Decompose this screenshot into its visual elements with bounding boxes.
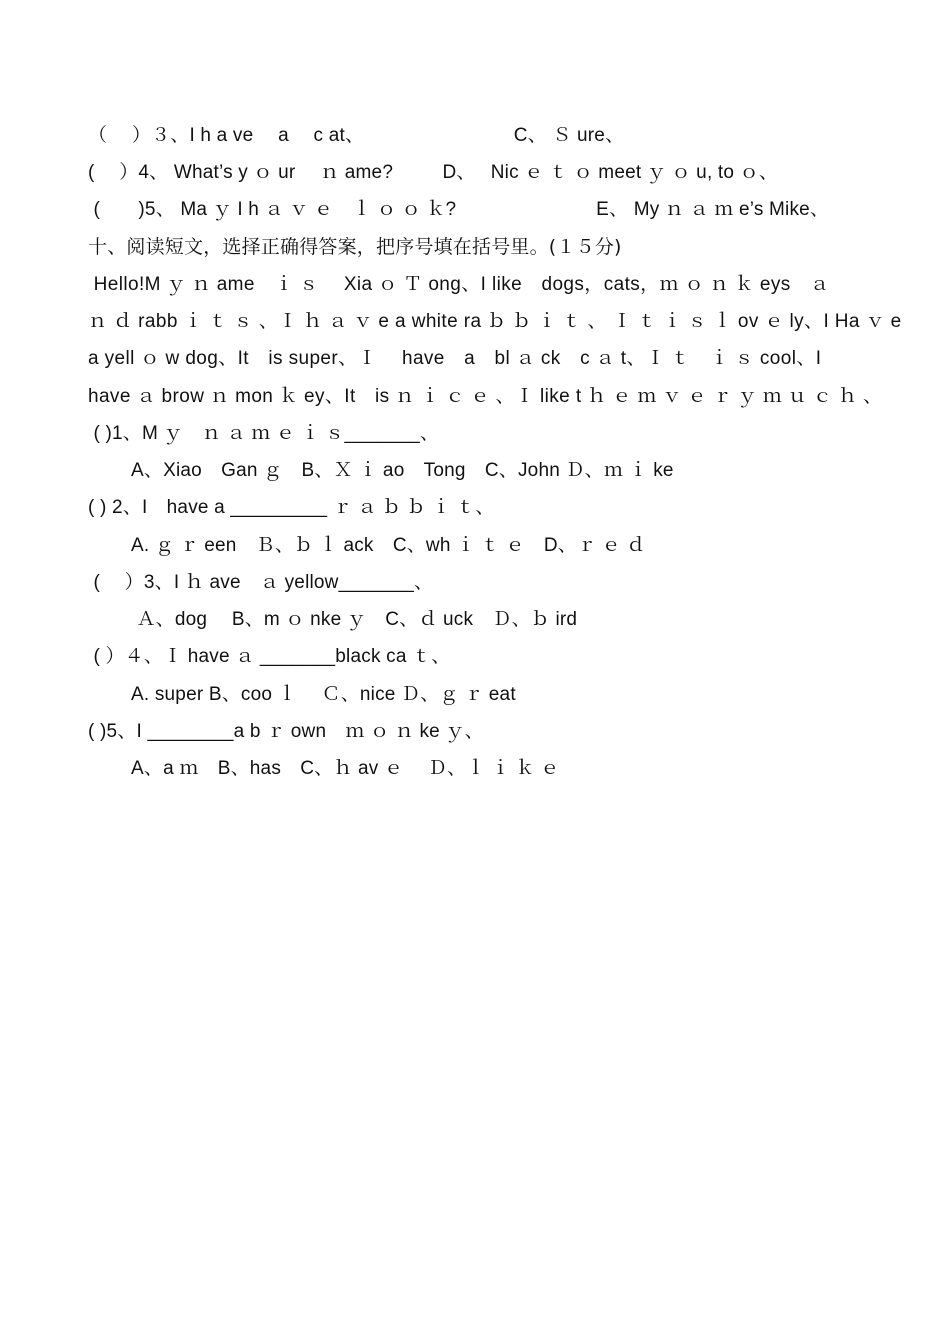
- passage-line: a yell ｏ w dog、It is super、Ｉ have a bl ａ ck c ａ t、Ｉ ｔ ｉ ｓ cool、I: [88, 348, 822, 369]
- passage-line: Hello!M ｙ ｎ ame ｉ ｓ Xia ｏ Ｔ ong、I like dogs，cats，ｍ ｏ ｎ ｋ eys ａ: [88, 274, 830, 295]
- question-4-options: A. super B、coo ｌ Ｃ、nice Ｄ、ｇ ｒ eat: [131, 684, 516, 705]
- question-2-options: A. ｇ ｒ een Ｂ、ｂ ｌ ack C、wh ｉ ｔ ｅ D、ｒ ｅ ｄ: [131, 535, 646, 556]
- question-2-stem: ( ) 2、I have a _________ ｒ ａ ｂ ｂ ｉ ｔ、: [88, 497, 495, 518]
- question-1-stem: ( )1、M ｙ ｎ ａ ｍ ｅ ｉ ｓ_______、: [88, 423, 440, 444]
- question-5-stem: ( )5、I ________a b ｒ own ｍ ｏ ｎ ke ｙ、: [88, 721, 484, 742]
- passage-line: have ａ brow ｎ mon ｋ ey、It is ｎ ｉ ｃ ｅ 、Ｉ like t ｈ ｅ ｍ ｖ ｅ ｒ ｙ ｍ ｕ ｃ ｈ 、: [88, 386, 883, 407]
- question-3-stem: ( ）3、I ｈ ave ａ yellow_______、: [88, 572, 434, 593]
- passage-line: ｎ ｄ rabb ｉ ｔ ｓ 、Ｉ ｈ ａ ｖ e a white ra ｂ ｂ ｉ ｔ 、 Ｉ ｔ ｉ ｓ ｌ ov ｅ ly、I Ha ｖ e: [88, 311, 902, 332]
- question-1-options: A、Xiao Gan ｇ B、Ｘ ｉ ao Tong C、John Ｄ、ｍ ｉ ke: [131, 460, 674, 481]
- matching-item-3: （ ）３、I h a ve a c at、 C、 Ｓ ure、: [88, 125, 625, 146]
- section-ten-heading: 十、阅读短文，选择正确得答案，把序号填在括号里。(１５分): [88, 236, 622, 258]
- matching-item-4: ( ）4、 What’s y ｏ ur ｎ ame? D、 Nic ｅ ｔ ｏ meet ｙ ｏ u, to ｏ、: [88, 162, 779, 183]
- question-3-options: Ａ、dog B、m ｏ nke ｙ C、ｄ uck Ｄ、ｂ ird: [131, 609, 578, 630]
- question-4-stem: ( ）４、Ｉ have ａ _______black ca ｔ、: [88, 646, 451, 667]
- question-5-options: A、a ｍ B、has C、ｈ av ｅ Ｄ、ｌ ｉ ｋ ｅ: [131, 758, 560, 779]
- matching-item-5: ( )5、 Ma ｙ I h ａ ｖ ｅ ｌ ｏ ｏ ｋ? E、 My ｎ ａ ｍ e’s Mike、: [88, 199, 830, 220]
